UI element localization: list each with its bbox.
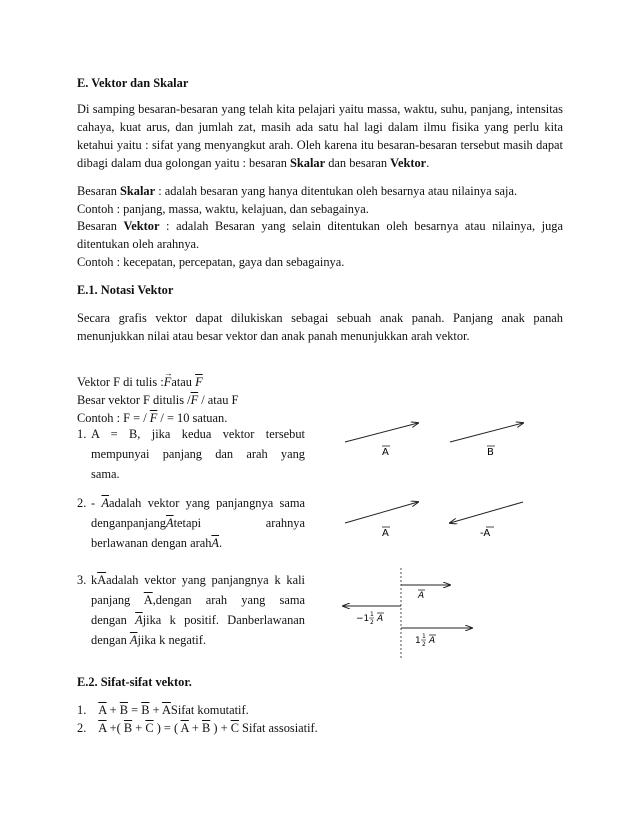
- def-skalar: Besaran Skalar : adalah besaran yang hanya ditentukan oleh besarnya atau nilainya saja.: [77, 184, 518, 198]
- vector-a-arrow-2: [345, 502, 418, 523]
- svg-text:1: 1: [422, 633, 426, 640]
- subsection-title-sifat: E.2. Sifat-sifat vektor.: [77, 675, 192, 689]
- vector-figures: [330, 420, 570, 660]
- svg-text:A: A: [377, 614, 384, 624]
- vektor-term: Vektor: [390, 156, 427, 170]
- def-vektor-line2: ditentukan oleh arahnya.: [77, 237, 200, 251]
- svg-text:1: 1: [370, 611, 374, 618]
- notasi-line-1: Secara grafis vektor dapat dilukiskan sebagai sebuah anak panah. Panjang anak panah: [77, 311, 563, 325]
- vektor-tulis: Vektor F di tulis : → Fatau $\overline{F}$: [77, 368, 203, 389]
- label-b: B: [487, 447, 494, 458]
- svg-text:A: A: [429, 636, 436, 646]
- contoh-besar: Contoh : F = / $\overline{F}$ / = 10 satuan.: [77, 411, 228, 425]
- def-vektor: Besaran Vektor : adalah Besaran yang selain ditentukan oleh besarnya atau nilainya, juga: [77, 219, 563, 233]
- intro-line-4: dibagi dalam dua golongan yaitu : besaran Skalar dan besaran Vektor.: [77, 156, 430, 170]
- label-neg-k: −1: [356, 614, 370, 624]
- sifat-item-2: 2. $\overline{A}$ +( $\overline{B} + \overline{C}$ ) = ( $\overline{A} + \overline{B}$ ) + $\overline{C}$ Sifat assosiatif.: [77, 721, 318, 735]
- intro-line-3: ketahui yaitu : sifat yang menyangkut arah. Oleh karena itu besaran-besaran tersebut masih dapat: [77, 138, 563, 152]
- vector-a-arrow: [345, 423, 418, 442]
- label-a-2: A: [382, 528, 389, 539]
- label-a: A: [382, 447, 389, 458]
- skalar-term: Skalar: [290, 156, 326, 170]
- label-pos-k: 1: [415, 636, 421, 646]
- notasi-line-2: menunjukkan nilai atau besar vektor dan anak panah menunjukkan arah vektor.: [77, 329, 470, 343]
- label-neg-a: -A: [480, 528, 491, 539]
- besar-vektor: Besar vektor F ditulis $/\overline{F}$ / atau F: [77, 393, 239, 407]
- contoh-skalar: Contoh : panjang, massa, waktu, kelajuan, dan sebagainya.: [77, 202, 369, 216]
- contoh-vektor: Contoh : kecepatan, percepatan, gaya dan sebagainya.: [77, 255, 345, 269]
- label-a-3: A: [418, 591, 425, 601]
- vector-f-arrow: → F: [163, 368, 173, 389]
- section-title: E. Vektor dan Skalar: [77, 76, 189, 90]
- intro-line-1: Di samping besaran-besaran yang telah kita pelajari yaitu massa, waktu, suhu, panjang, intensitas: [77, 102, 563, 116]
- subsection-title-notasi: E.1. Notasi Vektor: [77, 283, 174, 297]
- intro-line-2: cahaya, kuat arus, dan jumlah zat, masih ada satu hal lagi dalam ilmu fisika yang perlu kita: [77, 120, 563, 134]
- document-page: E. Vektor dan Skalar Di samping besaran-besaran yang telah kita pelajari yaitu massa, waktu, suhu, panjang, intensitas cahaya, kuat arus, dan jumlah zat, masih ada satu hal lagi dalam ilmu fisika yang perlu kita ketahui yaitu : sifat yang menyangkut arah. Oleh karena itu besaran-besaran tersebut masih dapat dibagi dalam dua golongan yaitu : besaran Skalar dan besaran Vektor. Besaran Skalar : adalah besaran yang hanya ditentukan oleh besarnya atau nilainya saja. Contoh : panjang, massa, waktu, kelajuan, dan sebagainya. Besaran Vektor : adalah Besaran yang selain ditentukan oleh besarnya atau nilainya, juga ditentukan oleh arahnya. Contoh : kecepatan, percepatan, gaya dan sebagainya. E.1. Notasi Vektor Secara grafis vektor dapat dilukiskan sebagai sebuah anak panah. Panjang anak panah menunjukkan nilai atau besar vektor dan anak panah menunjukkan arah vektor. Vektor F di tulis : → Fatau $\overline{F}$ Besar vektor F ditulis $/\overline{F}$ / atau F Contoh : F = / $\overline{F}$ / = 10 satuan. 1. A = B, jika kedua vektor tersebut mempunyai panjang dan arah yang sama. 2. - $\overline{A}adalah$ vektor yang panjangnya sama $denganpanjang\overline{A}tetapi$ arahnya berlawanan dengan $arah\overline{A}$. 3. $k\overline{A}adalah$ vektor yang panjangnya k kali panjang $\overline{A},dengan$ arah yang sama dengan $\overline{A}jika$ k positif. Danberlawanan dengan $\overline{A}jika$ k negatif. A B A -A A −1 1 2 A 1 1 2 A E.2. Sifat-sifat vektor. 1. $\overline{A} + \overline{B} = \overline{B}$ + $\overline{A}Sifat$ komutatif. 2. $\overline{A}$ +( $\overline{B} + \overline{C}$ ) = ( $\overline{A} + \overline{B}$ ) + $\overline{C}$ Sifat assosiatif.: [0, 0, 638, 826]
- vector-b-arrow: [450, 423, 523, 442]
- vector-neg-a-arrow: [450, 502, 523, 523]
- svg-text:2: 2: [370, 619, 374, 626]
- sifat-item-1: 1. $\overline{A} + \overline{B} = \overline{B}$ + $\overline{A}Sifat$ komutatif.: [77, 703, 249, 717]
- svg-text:2: 2: [422, 641, 426, 648]
